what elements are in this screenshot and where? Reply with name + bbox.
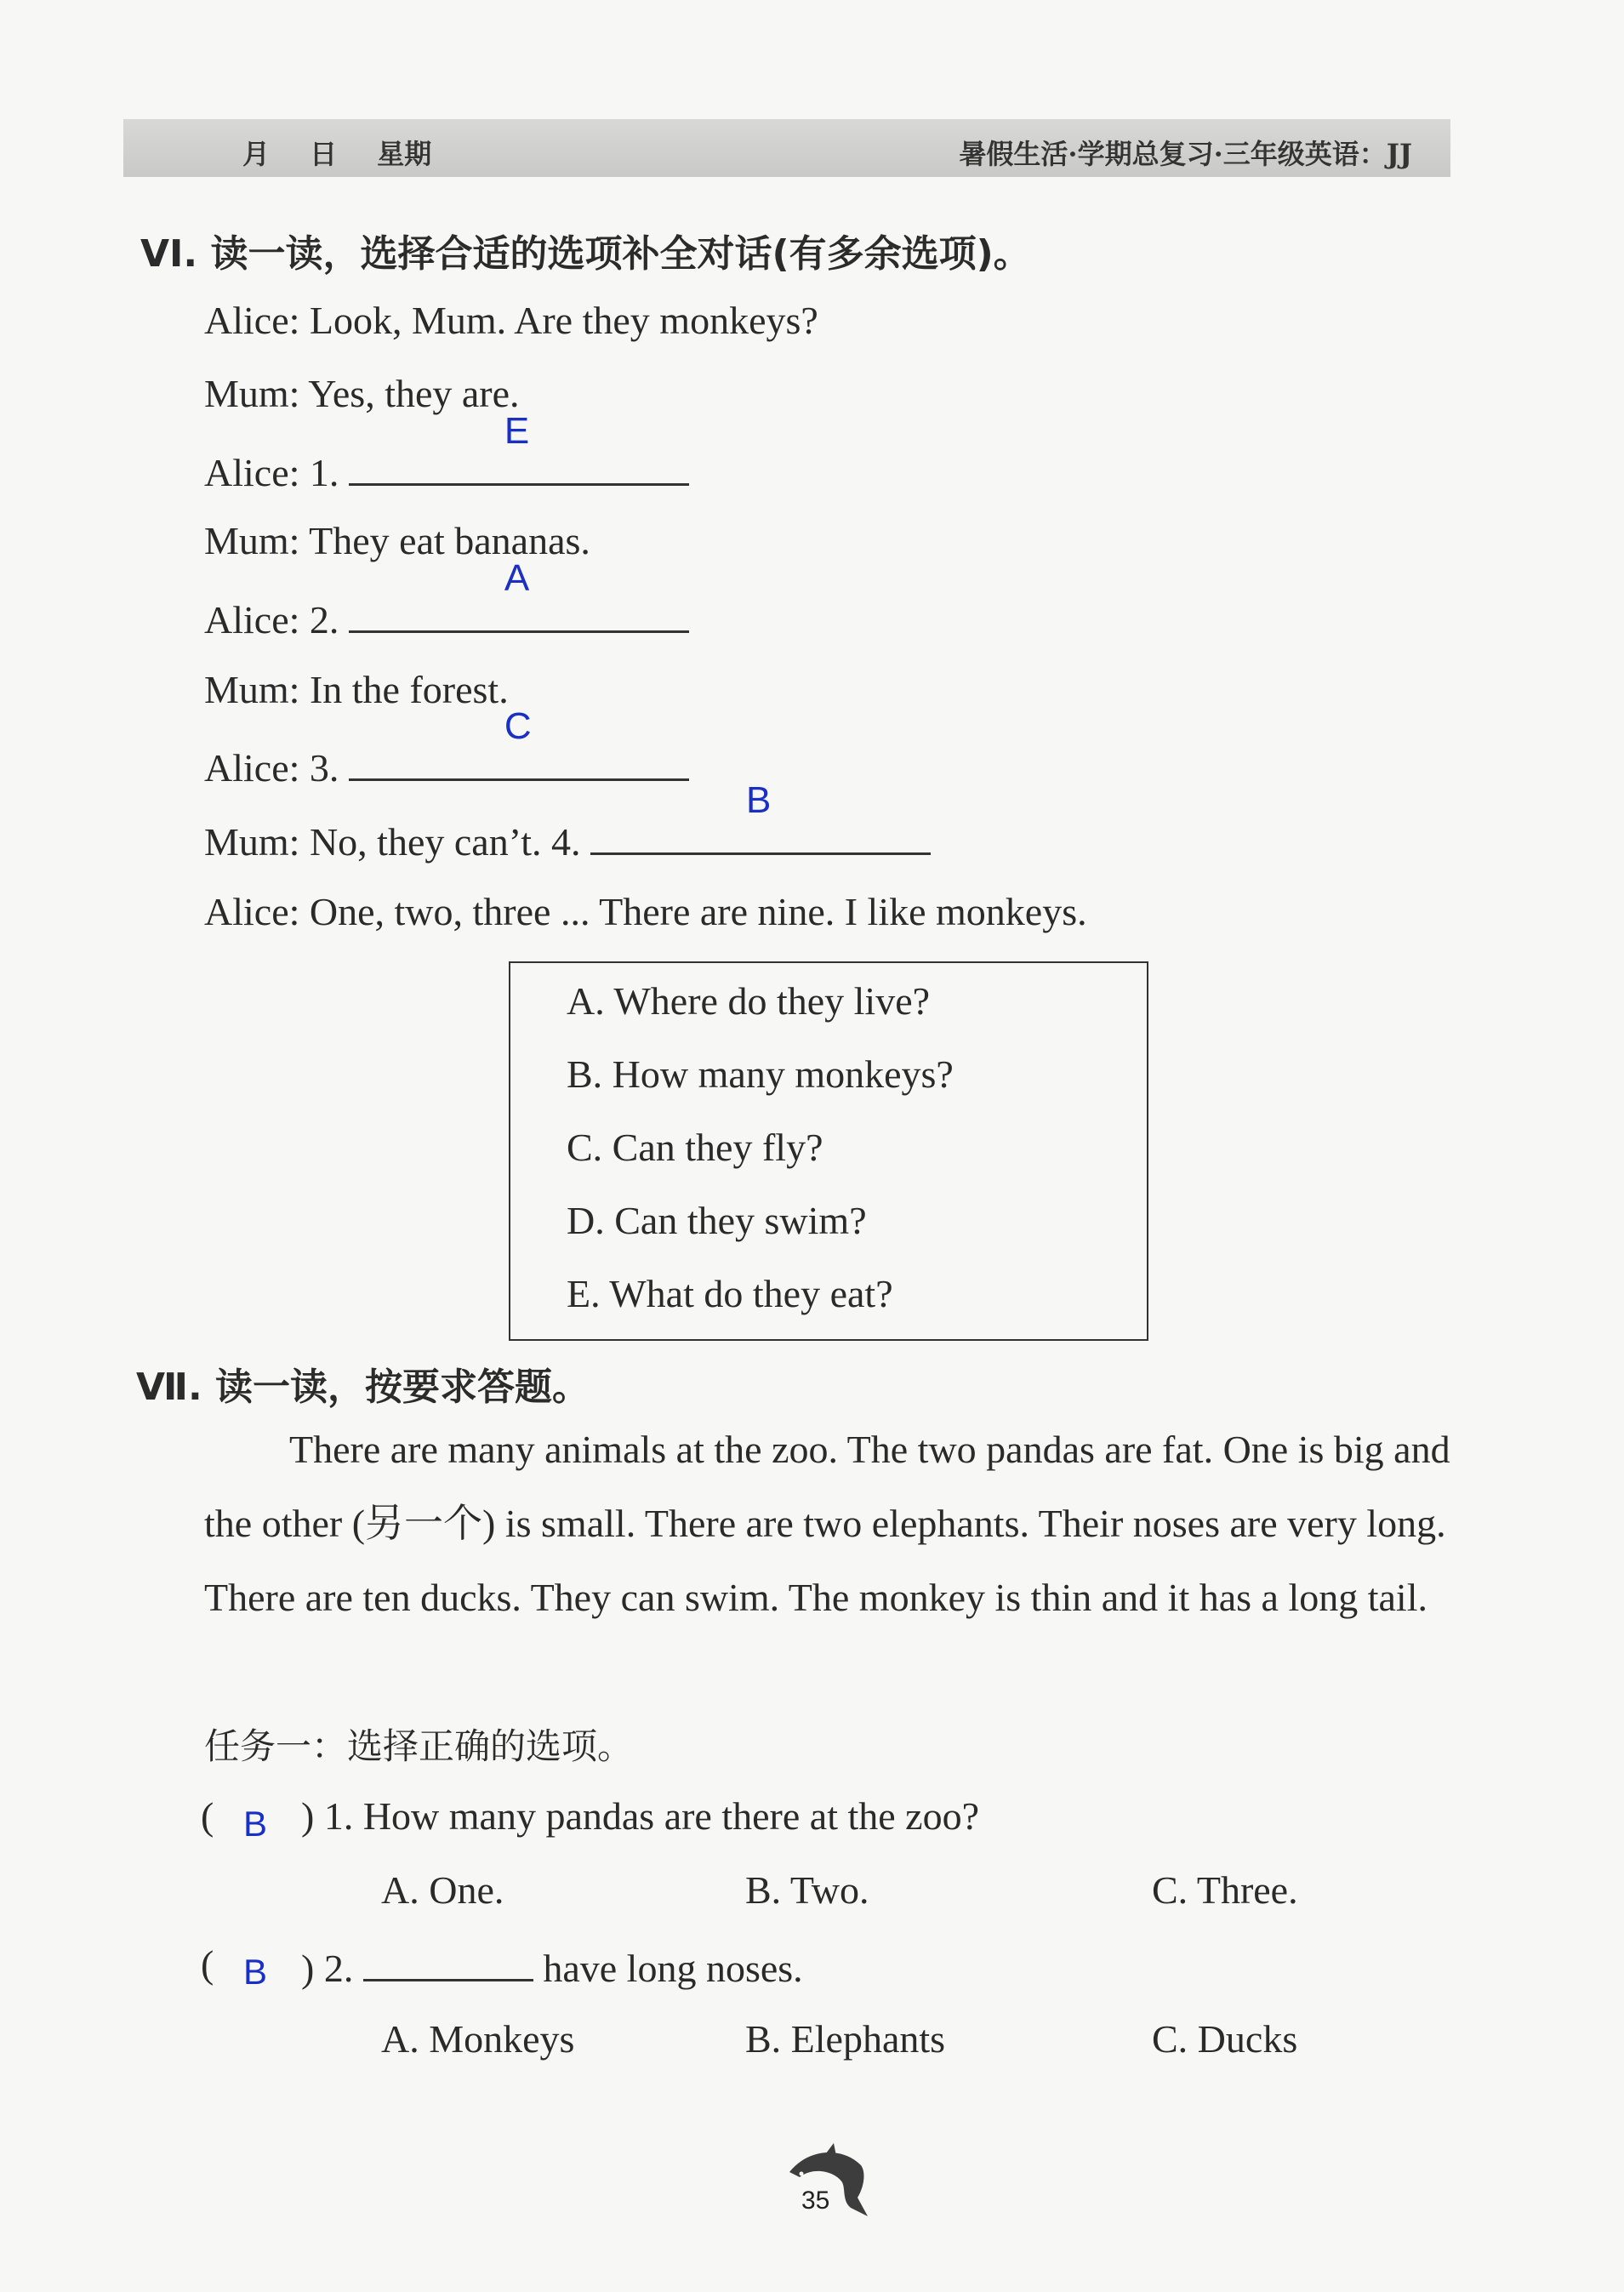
question-2 <box>201 1941 214 1987</box>
q2-choice-a: A. Monkeys <box>381 2017 575 2061</box>
dialogue-line: Mum: In the forest. <box>204 668 509 711</box>
paren-open: ( <box>201 1794 214 1838</box>
answer-text: C <box>504 705 532 747</box>
section7-title: Ⅶ. 读一读，按要求答题。 <box>136 1366 590 1409</box>
answer-text: E <box>504 410 530 452</box>
answer-blank[interactable] <box>349 705 689 781</box>
page-header <box>123 119 1450 177</box>
question-2-number: ) 2. <box>301 1947 354 1990</box>
q1-choice-a: A. One. <box>381 1868 504 1912</box>
options-box <box>509 961 1148 1341</box>
section6-title: VI. 读一读，选择合适的选项补全对话(有多余选项)。 <box>140 232 1031 276</box>
option-d: D. Can they swim? <box>567 1199 867 1242</box>
book-title: 暑假生活·学期总复习·三年级英语：JJ <box>959 138 1412 170</box>
date-label: 月 日 星期 <box>242 138 432 170</box>
question-2-stem: have long noses. <box>543 1947 803 1990</box>
option-b: B. How many monkeys? <box>567 1052 954 1096</box>
answer-blank[interactable] <box>590 779 931 855</box>
dialogue-line: Alice: One, two, three ... There are nine. I like monkeys. <box>204 890 1087 933</box>
dialogue-prefix: Alice: 3. <box>204 746 339 790</box>
dialogue-line <box>204 410 689 495</box>
question-2-text <box>301 1941 803 1991</box>
question-2-answer[interactable]: B <box>243 1952 268 1992</box>
dialogue-line: Mum: They eat bananas. <box>204 519 590 562</box>
option-e: E. What do they eat? <box>567 1272 893 1315</box>
dialogue-line <box>204 557 689 642</box>
answer-blank[interactable] <box>349 557 689 633</box>
dialogue-line <box>204 705 689 790</box>
dialogue-prefix: Mum: No, they can’t. 4. <box>204 820 581 864</box>
dialogue-prefix: Alice: 2. <box>204 598 339 641</box>
answer-text: B <box>745 779 772 821</box>
option-c: C. Can they fly? <box>567 1126 823 1169</box>
option-a: A. Where do they live? <box>567 979 931 1023</box>
dialogue-prefix: Alice: 1. <box>204 451 339 494</box>
q2-choice-c: C. Ducks <box>1152 2017 1298 2061</box>
dialogue-line: Mum: Yes, they are. <box>204 372 520 415</box>
answer-blank[interactable] <box>349 410 689 486</box>
paren-open: ( <box>201 1942 214 1986</box>
page-number: 35 <box>801 2187 830 2215</box>
q1-choice-c: C. Three. <box>1152 1868 1298 1912</box>
answer-text: A <box>504 557 530 599</box>
question-2-blank[interactable] <box>363 1941 533 1981</box>
question-1-text: ) 1. How many pandas are there at the zoo? <box>301 1794 980 1838</box>
q1-choice-b: B. Two. <box>745 1868 869 1912</box>
task1-heading: 任务一：选择正确的选项。 <box>204 1725 634 1767</box>
q2-choice-b: B. Elephants <box>745 2017 946 2061</box>
dialogue-line: Alice: Look, Mum. Are they monkeys? <box>204 299 818 342</box>
reading-passage: There are many animals at the zoo. The two pandas are fat. One is big and the other (另一个) is small. There are two elephants. Their noses are very long. There are ten ducks. They can swim. The monkey is thin and it has a long tail. <box>204 1428 1450 1619</box>
dialogue-line <box>204 779 931 864</box>
question-1-answer[interactable]: B <box>243 1804 268 1844</box>
question-1 <box>201 1793 214 1839</box>
